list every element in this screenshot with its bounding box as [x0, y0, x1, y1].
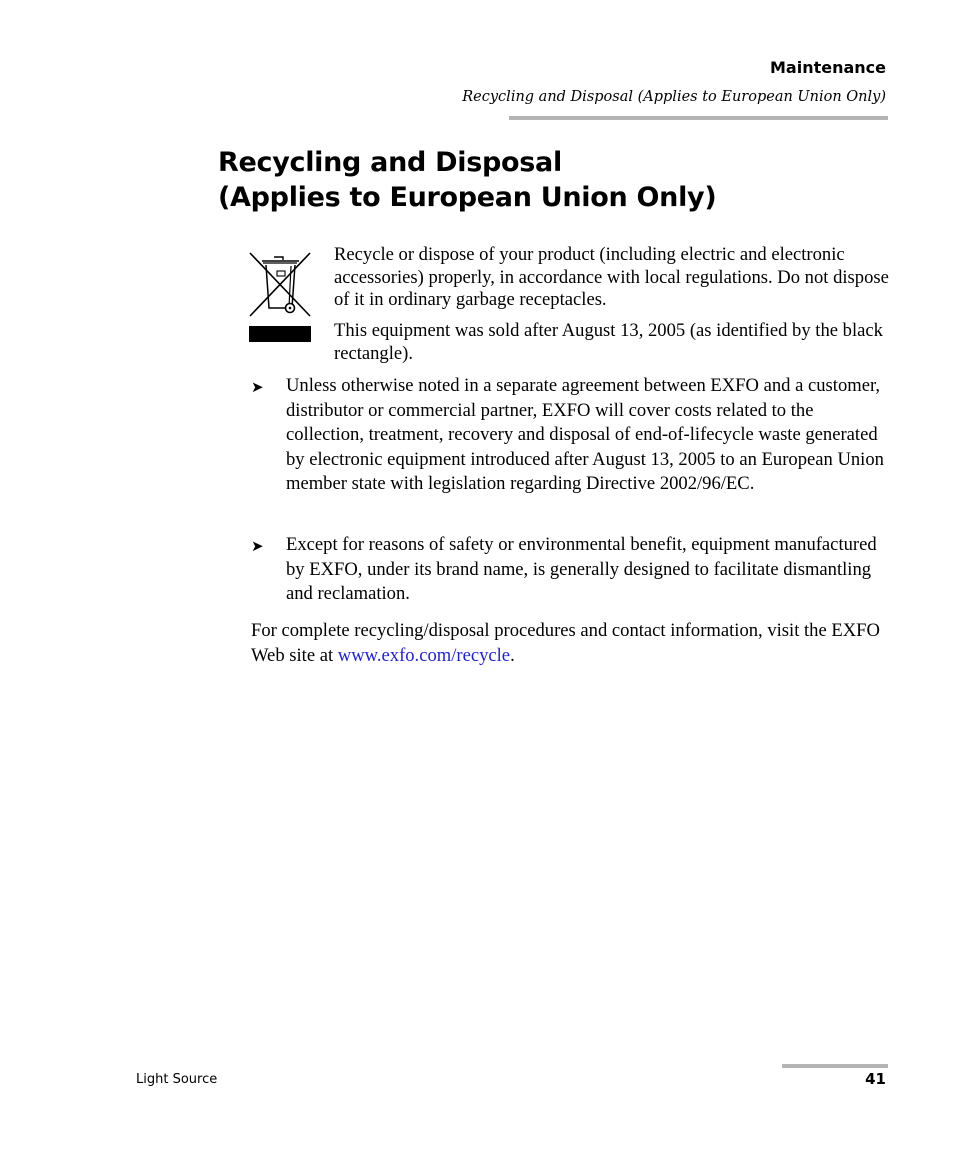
crossed-out-wheelie-bin-icon [248, 250, 312, 343]
closing-text: For complete recycling/disposal procedures and contact information, visit the EXFO Web site at [251, 620, 880, 666]
intro-paragraph-1: Recycle or dispose of your product (including electric and electronic accessories) properly, in accordance with local regulations. Do not dispose of it in ordinary garbage receptacles. [334, 244, 889, 310]
list-item [251, 533, 891, 607]
list-item [251, 374, 891, 497]
list-item-text: Except for reasons of safety or environmental benefit, equipment manufactured by EXFO, under its brand name, is generally designed to facilitate dismantling and reclamation. [286, 534, 877, 605]
page-number: 41 [865, 1070, 886, 1088]
bullet-arrow-icon: ➤ [251, 537, 264, 555]
running-header-subtitle: Recycling and Disposal (Applies to European Union Only) [462, 89, 886, 105]
page-title-line2: (Applies to European Union Only) [218, 182, 717, 213]
page-title-line1: Recycling and Disposal [218, 147, 562, 178]
running-header-section: Maintenance [769, 58, 886, 77]
bullet-arrow-icon: ➤ [251, 378, 264, 396]
header-rule [509, 116, 888, 120]
footer-product-name: Light Source [136, 1072, 218, 1087]
closing-period: . [510, 644, 515, 666]
page-title [218, 145, 716, 215]
intro-paragraph-2: This equipment was sold after August 13, 2005 (as identified by the black rectangle). [334, 320, 883, 364]
recycle-link[interactable]: www.exfo.com/recycle [337, 644, 511, 666]
closing-paragraph [251, 619, 891, 668]
footer-rule [782, 1064, 888, 1068]
black-rectangle [249, 326, 311, 342]
list-item-text: Unless otherwise noted in a separate agreement between EXFO and a customer, distributor or commercial partner, EXFO will cover costs related to the collection, treatment, recovery and disposal of end-of-lifecycle waste generated by electronic equipment introduced after August 13, 2005 to an European Union member state with legislation regarding Directive 2002/96/EC. [286, 375, 884, 495]
